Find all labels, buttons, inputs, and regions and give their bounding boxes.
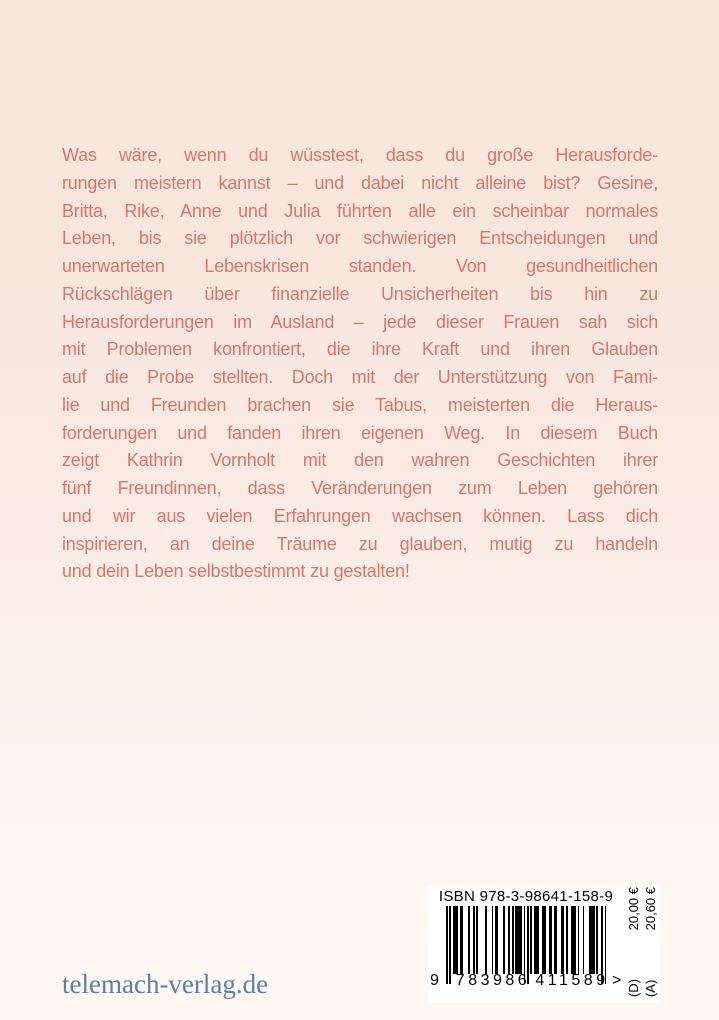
blurb-line: fünf Freundinnen, dass Veränderungen zum Leben gehören <box>62 478 658 498</box>
blurb-line: forderungen und fanden ihren eigenen Weg. In diesem Buch <box>62 422 658 443</box>
blurb-text-block <box>62 142 658 586</box>
country-labels <box>626 979 659 997</box>
blurb-line: mit Problemen konfrontiert, die ihre Kraft und ihren Glauben <box>62 339 658 360</box>
blurb-line: und dein Leben selbstbestimmt zu gestalten! <box>62 561 410 582</box>
price-austria: 20,60 € <box>643 887 658 931</box>
barcode-quiet-zone-indicator: > <box>612 972 622 989</box>
blurb-line: Was wäre, wenn du wüsstest, dass du große Herausforde- <box>62 145 658 165</box>
isbn-label: ISBN 978-3-98641-158-9 <box>438 888 614 905</box>
barcode-panel <box>428 885 660 1003</box>
blurb-line: Britta, Rike, Anne und Julia führten alle ein scheinbar normales <box>62 200 658 221</box>
country-code-germany: (D) <box>626 978 641 997</box>
barcode-digits-group1: 783986 <box>455 972 531 989</box>
country-code-austria: (A) <box>643 979 658 997</box>
blurb-line: lie und Freunden brachen sie Tabus, meisterten die Heraus- <box>62 394 658 415</box>
blurb-line: rungen meistern kannst – und dabei nicht alleine bist? Gesine, <box>62 172 658 193</box>
barcode-digit-lead: 9 <box>430 972 439 989</box>
blurb-line: auf die Probe stellten. Doch mit der Unterstützung von Fami- <box>62 367 658 387</box>
blurb-line: zeigt Kathrin Vornholt mit den wahren Geschichten ihrer <box>62 450 658 471</box>
blurb-line: und wir aus vielen Erfahrungen wachsen können. Lass dich <box>62 505 658 526</box>
blurb-line: Leben, bis sie plötzlich vor schwierigen Entscheidungen und <box>62 228 658 249</box>
blurb-line: inspirieren, an deine Träume zu glauben, mutig zu handeln <box>62 533 658 554</box>
price-germany: 20,00 € <box>626 887 641 931</box>
publisher-url: telemach-verlag.de <box>62 969 269 999</box>
blurb-line: Rückschlägen über finanzielle Unsicherheiten bis hin zu <box>62 283 658 304</box>
barcode-digits-group2: 411589 <box>535 972 609 989</box>
blurb-line: Herausforderungen im Ausland – jede dieser Frauen sah sich <box>62 311 658 332</box>
blurb-line: unerwarteten Lebenskrisen standen. Von gesundheitlichen <box>62 256 658 276</box>
price-labels <box>626 887 659 930</box>
